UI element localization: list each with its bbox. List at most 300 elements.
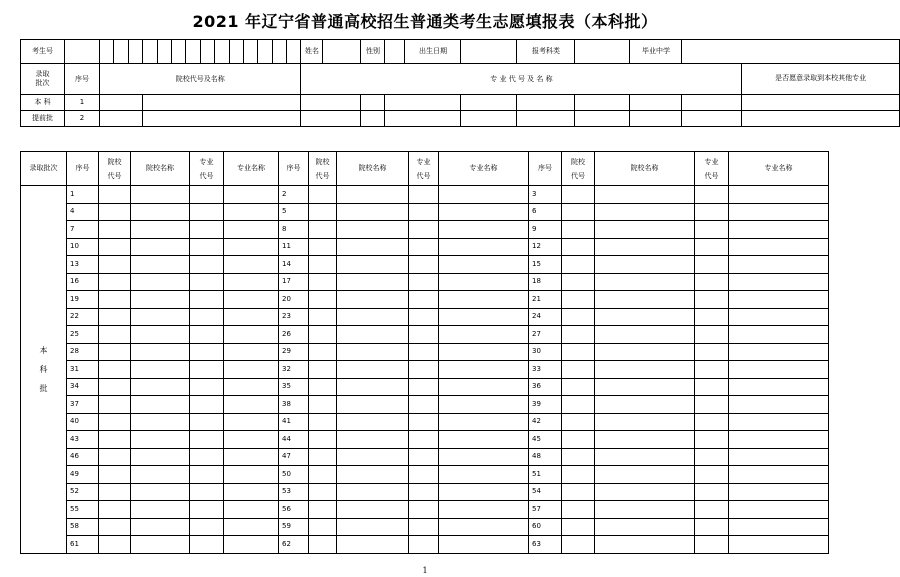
major-name-cell[interactable] [729,413,829,431]
major-code-cell[interactable] [190,518,224,536]
college-code-cell[interactable] [309,186,337,204]
major-name-cell[interactable] [729,256,829,274]
college-name-cell[interactable] [595,238,695,256]
college-name-cell[interactable] [337,448,409,466]
college-code-cell[interactable] [562,343,595,361]
major-name-cell[interactable] [729,343,829,361]
college-code-cell[interactable] [99,466,131,484]
early-major-1b[interactable] [361,95,385,111]
major-name-cell[interactable] [729,273,829,291]
college-name-cell[interactable] [337,518,409,536]
exam-no-digit[interactable] [65,40,100,64]
major-name-cell[interactable] [224,221,279,239]
college-code-cell[interactable] [99,256,131,274]
college-code-cell[interactable] [562,186,595,204]
major-code-cell[interactable] [409,448,439,466]
major-code-cell[interactable] [695,343,729,361]
major-name-cell[interactable] [224,483,279,501]
college-name-cell[interactable] [131,483,190,501]
major-name-cell[interactable] [224,466,279,484]
major-code-cell[interactable] [409,378,439,396]
major-code-cell[interactable] [190,501,224,519]
major-code-cell[interactable] [190,483,224,501]
subject-field[interactable] [575,40,630,64]
college-code-cell[interactable] [309,378,337,396]
college-name-cell[interactable] [595,466,695,484]
college-code-cell[interactable] [309,466,337,484]
early-major-3[interactable] [461,111,517,127]
exam-no-digit[interactable] [114,40,128,64]
college-name-cell[interactable] [131,448,190,466]
college-name-cell[interactable] [595,431,695,449]
major-code-cell[interactable] [190,378,224,396]
major-code-cell[interactable] [695,466,729,484]
college-code-cell[interactable] [309,483,337,501]
major-name-cell[interactable] [729,466,829,484]
major-code-cell[interactable] [190,221,224,239]
college-code-cell[interactable] [562,361,595,379]
college-name-cell[interactable] [595,396,695,414]
college-code-cell[interactable] [562,256,595,274]
major-name-cell[interactable] [729,221,829,239]
major-code-cell[interactable] [409,501,439,519]
major-name-cell[interactable] [729,536,829,554]
college-name-cell[interactable] [337,221,409,239]
college-name-cell[interactable] [595,448,695,466]
college-name-cell[interactable] [337,361,409,379]
exam-no-digit[interactable] [157,40,171,64]
major-code-cell[interactable] [409,308,439,326]
college-name-cell[interactable] [337,413,409,431]
college-code-cell[interactable] [562,466,595,484]
major-name-cell[interactable] [729,291,829,309]
major-code-cell[interactable] [409,343,439,361]
major-name-cell[interactable] [224,273,279,291]
college-code-cell[interactable] [309,501,337,519]
major-code-cell[interactable] [695,203,729,221]
college-code-cell[interactable] [562,483,595,501]
college-code-cell[interactable] [562,413,595,431]
college-code-cell[interactable] [99,221,131,239]
major-name-cell[interactable] [439,291,529,309]
gender-field[interactable] [385,40,405,64]
major-name-cell[interactable] [224,343,279,361]
college-code-cell[interactable] [309,448,337,466]
early-major-4[interactable] [517,95,575,111]
major-name-cell[interactable] [439,396,529,414]
seq-cell: 5 [279,203,309,221]
major-name-cell[interactable] [224,203,279,221]
college-code-cell[interactable] [309,256,337,274]
major-name-cell[interactable] [439,536,529,554]
major-name-cell[interactable] [439,378,529,396]
major-name-cell[interactable] [224,186,279,204]
early-major-4[interactable] [517,111,575,127]
major-code-cell[interactable] [695,413,729,431]
college-code-cell[interactable] [309,238,337,256]
major-name-cell[interactable] [729,431,829,449]
major-code-cell[interactable] [695,431,729,449]
college-name-cell[interactable] [337,326,409,344]
major-code-cell[interactable] [695,326,729,344]
major-code-cell[interactable] [190,413,224,431]
college-code-cell[interactable] [99,413,131,431]
college-code-cell[interactable] [99,431,131,449]
college-code-cell[interactable] [99,501,131,519]
major-code-cell[interactable] [190,256,224,274]
college-code-cell[interactable] [99,448,131,466]
major-code-cell[interactable] [190,238,224,256]
major-name-cell[interactable] [439,518,529,536]
major-name-cell[interactable] [224,238,279,256]
exam-no-digit[interactable] [200,40,214,64]
college-code-cell[interactable] [309,343,337,361]
major-name-cell[interactable] [729,448,829,466]
college-code-cell[interactable] [309,536,337,554]
major-name-cell[interactable] [224,308,279,326]
exam-no-digit[interactable] [100,40,114,64]
major-code-cell[interactable] [190,308,224,326]
college-name-cell[interactable] [131,238,190,256]
college-code-cell[interactable] [309,431,337,449]
early-major-1b[interactable] [361,111,385,127]
major-name-cell[interactable] [439,448,529,466]
college-code-cell[interactable] [562,326,595,344]
major-code-cell[interactable] [409,273,439,291]
major-code-cell[interactable] [695,291,729,309]
college-code-cell[interactable] [562,378,595,396]
major-name-cell[interactable] [439,501,529,519]
early-college-name[interactable] [143,111,301,127]
college-code-cell[interactable] [309,203,337,221]
exam-no-digit[interactable] [186,40,200,64]
college-name-cell[interactable] [337,291,409,309]
college-code-cell[interactable] [99,483,131,501]
exam-no-digit[interactable] [243,40,257,64]
major-code-cell[interactable] [409,238,439,256]
college-code-cell[interactable] [309,308,337,326]
college-name-cell[interactable] [131,221,190,239]
college-code-cell[interactable] [562,221,595,239]
exam-no-digit[interactable] [215,40,229,64]
college-name-cell[interactable] [337,273,409,291]
major-name-cell[interactable] [224,378,279,396]
college-code-cell[interactable] [309,413,337,431]
major-name-cell[interactable] [439,361,529,379]
major-code-cell[interactable] [190,361,224,379]
major-name-cell[interactable] [224,448,279,466]
college-name-cell[interactable] [337,536,409,554]
major-code-cell[interactable] [695,536,729,554]
college-name-cell[interactable] [131,413,190,431]
college-name-cell[interactable] [131,431,190,449]
major-code-cell[interactable] [190,431,224,449]
early-major-7[interactable] [682,95,742,111]
major-code-cell[interactable] [190,466,224,484]
college-code-cell[interactable] [99,396,131,414]
college-name-cell[interactable] [595,413,695,431]
college-code-cell[interactable] [99,518,131,536]
early-college-name[interactable] [143,95,301,111]
major-code-cell[interactable] [695,256,729,274]
college-code-cell[interactable] [309,291,337,309]
major-code-cell[interactable] [409,396,439,414]
major-name-cell[interactable] [439,343,529,361]
college-name-cell[interactable] [595,326,695,344]
college-name-cell[interactable] [131,203,190,221]
seq-cell: 59 [279,518,309,536]
college-name-cell[interactable] [131,518,190,536]
college-name-cell[interactable] [595,518,695,536]
major-code-cell[interactable] [695,361,729,379]
college-name-cell[interactable] [595,536,695,554]
college-code-cell[interactable] [99,343,131,361]
college-code-cell[interactable] [99,186,131,204]
college-code-cell[interactable] [99,536,131,554]
major-name-cell[interactable] [729,361,829,379]
college-name-cell[interactable] [337,483,409,501]
early-major-6[interactable] [630,111,682,127]
major-code-cell[interactable] [409,413,439,431]
major-name-cell[interactable] [439,431,529,449]
college-code-cell[interactable] [309,518,337,536]
major-name-cell[interactable] [224,396,279,414]
college-code-cell[interactable] [99,326,131,344]
major-code-cell[interactable] [409,203,439,221]
seq-cell: 19 [67,291,99,309]
major-name-cell[interactable] [439,483,529,501]
school-field[interactable] [682,40,899,64]
major-code-cell[interactable] [695,378,729,396]
college-code-cell[interactable] [99,361,131,379]
college-name-cell[interactable] [131,466,190,484]
major-code-cell[interactable] [190,343,224,361]
exam-no-digit[interactable] [287,40,301,64]
major-code-cell[interactable] [695,501,729,519]
early-major-5[interactable] [575,111,630,127]
table-row [21,483,829,501]
major-code-cell[interactable] [409,221,439,239]
college-code-cell[interactable] [99,378,131,396]
exam-no-digit[interactable] [258,40,272,64]
major-name-cell[interactable] [224,326,279,344]
college-name-cell[interactable] [131,308,190,326]
college-name-cell[interactable] [337,256,409,274]
name-field[interactable] [323,40,361,64]
college-code-cell[interactable] [562,431,595,449]
college-name-cell[interactable] [337,378,409,396]
college-name-cell[interactable] [595,291,695,309]
major-code-cell[interactable] [695,483,729,501]
college-name-cell[interactable] [131,273,190,291]
major-code-cell[interactable] [190,273,224,291]
major-code-cell[interactable] [409,291,439,309]
exam-no-digit[interactable] [171,40,185,64]
college-name-cell[interactable] [337,343,409,361]
major-name-cell[interactable] [439,238,529,256]
major-name-cell[interactable] [439,221,529,239]
college-code-cell[interactable] [99,273,131,291]
exam-no-digit[interactable] [143,40,157,64]
early-major-6[interactable] [630,95,682,111]
college-name-cell[interactable] [595,308,695,326]
early-major-1[interactable] [301,111,361,127]
major-name-cell[interactable] [224,518,279,536]
college-name-cell[interactable] [131,501,190,519]
college-name-cell[interactable] [595,501,695,519]
college-code-cell[interactable] [99,203,131,221]
early-adjust-field[interactable] [742,95,899,111]
college-code-cell[interactable] [309,396,337,414]
major-name-cell[interactable] [729,326,829,344]
college-code-cell[interactable] [99,291,131,309]
early-major-2[interactable] [385,111,461,127]
college-name-cell[interactable] [131,256,190,274]
major-name-cell[interactable] [224,361,279,379]
college-name-cell[interactable] [131,186,190,204]
college-code-cell[interactable] [562,518,595,536]
college-name-cell[interactable] [131,291,190,309]
major-code-cell[interactable] [695,396,729,414]
college-code-cell[interactable] [562,536,595,554]
major-name-cell[interactable] [729,238,829,256]
college-code-cell[interactable] [309,273,337,291]
exam-no-digit[interactable] [229,40,243,64]
college-name-cell[interactable] [595,483,695,501]
major-name-cell[interactable] [224,256,279,274]
major-code-cell[interactable] [695,273,729,291]
major-name-cell[interactable] [224,431,279,449]
major-name-cell[interactable] [439,326,529,344]
major-name-cell[interactable] [439,308,529,326]
major-code-cell[interactable] [409,361,439,379]
college-code-cell[interactable] [562,396,595,414]
major-code-cell[interactable] [409,256,439,274]
major-code-cell[interactable] [190,396,224,414]
major-name-cell[interactable] [439,413,529,431]
college-name-cell[interactable] [131,343,190,361]
major-name-cell[interactable] [224,291,279,309]
college-code-cell[interactable] [562,238,595,256]
early-college-code[interactable] [100,111,143,127]
college-name-cell[interactable] [337,466,409,484]
major-code-cell[interactable] [695,186,729,204]
early-adjust-field[interactable] [742,111,899,127]
college-name-cell[interactable] [131,361,190,379]
major-code-cell[interactable] [695,238,729,256]
early-college-code[interactable] [100,95,143,111]
college-code-cell[interactable] [309,221,337,239]
college-name-cell[interactable] [131,536,190,554]
major-name-cell[interactable] [224,536,279,554]
major-name-cell[interactable] [439,256,529,274]
major-code-cell[interactable] [409,483,439,501]
college-name-cell[interactable] [337,203,409,221]
college-name-cell[interactable] [337,431,409,449]
major-name-cell[interactable] [729,308,829,326]
major-name-cell[interactable] [439,273,529,291]
college-name-cell[interactable] [595,203,695,221]
college-code-cell[interactable] [562,448,595,466]
major-code-cell[interactable] [409,186,439,204]
major-code-cell[interactable] [695,518,729,536]
major-code-cell[interactable] [190,536,224,554]
college-name-cell[interactable] [131,396,190,414]
major-name-cell[interactable] [729,396,829,414]
major-code-cell[interactable] [409,431,439,449]
major-code-cell[interactable] [190,203,224,221]
major-name-cell[interactable] [729,203,829,221]
college-name-cell[interactable] [337,238,409,256]
college-code-cell[interactable] [562,273,595,291]
early-major-1[interactable] [301,95,361,111]
exam-no-digit[interactable] [128,40,142,64]
major-code-cell[interactable] [409,466,439,484]
exam-no-digit[interactable] [272,40,286,64]
college-code-cell[interactable] [99,308,131,326]
major-name-cell[interactable] [729,186,829,204]
early-major-7[interactable] [682,111,742,127]
college-name-cell[interactable] [131,326,190,344]
major-code-cell[interactable] [695,221,729,239]
major-code-cell[interactable] [695,448,729,466]
major-code-cell[interactable] [190,186,224,204]
college-name-cell[interactable] [595,186,695,204]
college-code-cell[interactable] [562,501,595,519]
college-name-cell[interactable] [595,256,695,274]
birth-field[interactable] [461,40,517,64]
major-name-cell[interactable] [439,186,529,204]
early-major-5[interactable] [575,95,630,111]
college-code-cell[interactable] [562,291,595,309]
college-code-cell[interactable] [562,203,595,221]
college-name-cell[interactable] [595,221,695,239]
seq-cell: 61 [67,536,99,554]
college-name-cell[interactable] [337,501,409,519]
early-major-2[interactable] [385,95,461,111]
major-code-cell[interactable] [190,326,224,344]
college-code-cell[interactable] [309,361,337,379]
major-name-cell[interactable] [439,466,529,484]
college-name-cell[interactable] [131,378,190,396]
college-code-cell[interactable] [99,238,131,256]
major-code-cell[interactable] [695,308,729,326]
seq-cell: 39 [529,396,562,414]
college-name-cell[interactable] [595,343,695,361]
college-name-cell[interactable] [337,396,409,414]
major-code-cell[interactable] [409,536,439,554]
major-name-cell[interactable] [224,501,279,519]
early-major-3[interactable] [461,95,517,111]
college-code-cell[interactable] [309,326,337,344]
major-code-cell[interactable] [190,448,224,466]
college-name-cell[interactable] [595,361,695,379]
college-name-cell[interactable] [337,186,409,204]
major-code-cell[interactable] [409,518,439,536]
major-name-cell[interactable] [729,501,829,519]
college-code-cell[interactable] [562,308,595,326]
major-code-cell[interactable] [190,291,224,309]
major-name-cell[interactable] [439,203,529,221]
major-code-cell[interactable] [409,326,439,344]
major-name-cell[interactable] [729,378,829,396]
major-name-cell[interactable] [729,518,829,536]
college-name-cell[interactable] [595,378,695,396]
college-name-cell[interactable] [337,308,409,326]
college-name-cell[interactable] [595,273,695,291]
major-name-cell[interactable] [224,413,279,431]
major-name-cell[interactable] [729,483,829,501]
